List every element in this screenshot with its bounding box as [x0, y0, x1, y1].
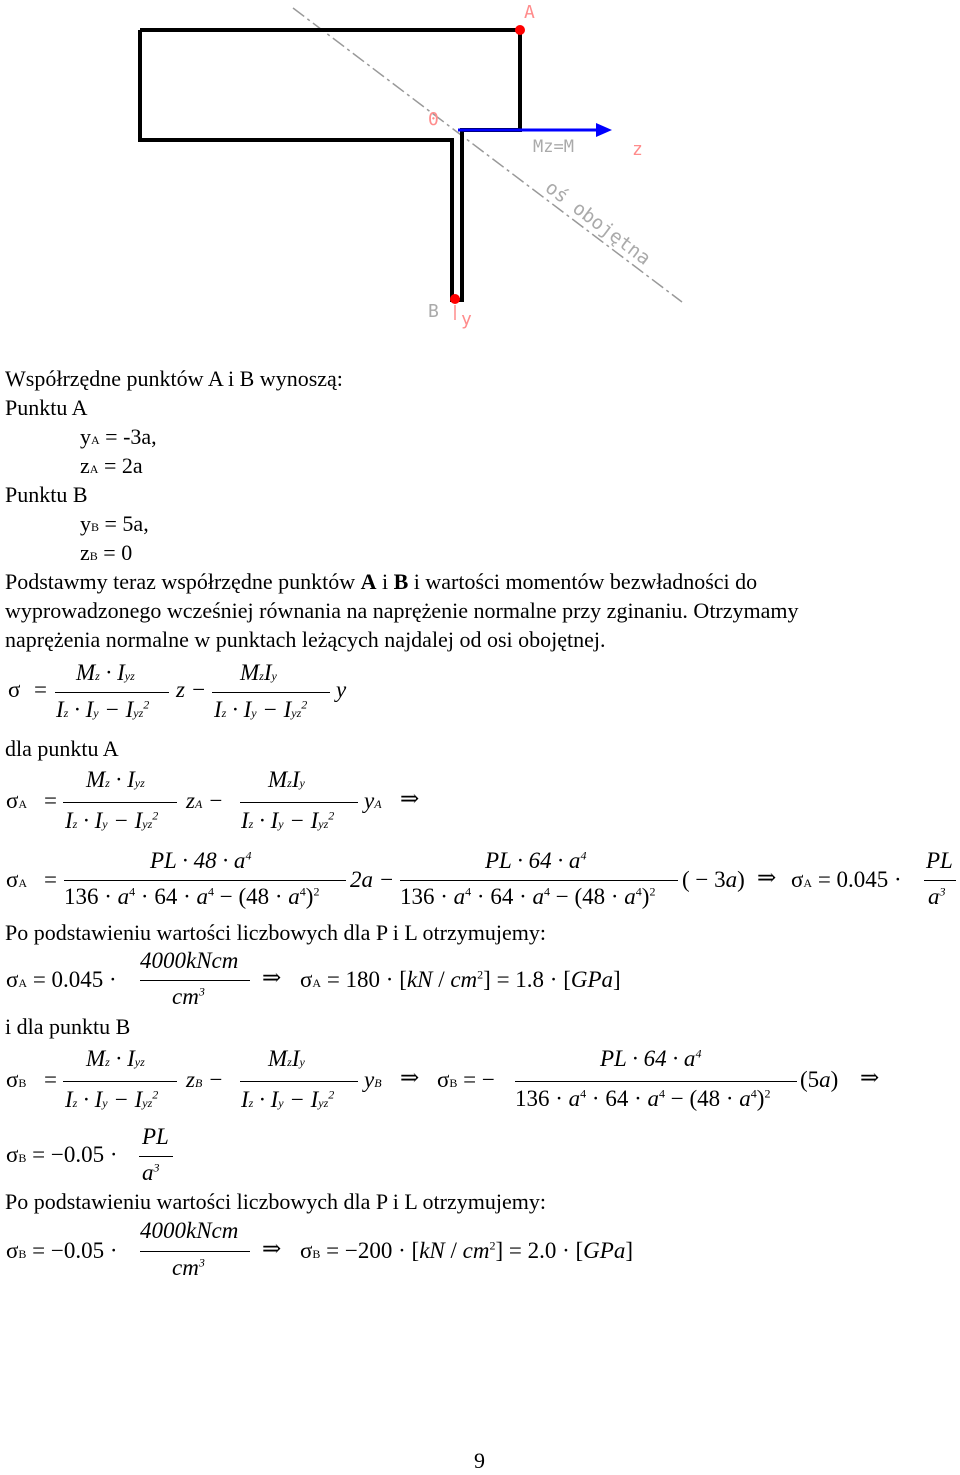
cross-section-diagram — [0, 0, 960, 340]
substitution-2: Po podstawieniu wartości liczbowych dla P i L otrzymujemy: — [5, 1189, 546, 1214]
paragraph-line-2: wyprowadzonego wcześniej równania na naprężenie normalne przy zginaniu. Otrzymamy — [5, 598, 799, 623]
za-line: zA = 2a — [80, 453, 143, 478]
paragraph-line-1: Podstawmy teraz współrzędne punktów A i B i wartości momentów bezwładności do — [5, 569, 758, 594]
for-point-b: i dla punktu B — [5, 1014, 131, 1039]
f2-sigma: σA — [6, 788, 28, 813]
section-outline — [140, 30, 520, 300]
point-a-heading: Punktu A — [5, 395, 88, 420]
f2-den1: Iz · Iy − Iyz$^2$ — [65, 808, 159, 833]
f2-den2: Iz · Iy − Iyz$^2$ — [241, 808, 335, 833]
yb-line: yB = 5a, — [80, 511, 149, 536]
f1-eq: = — [34, 677, 47, 702]
coord-intro: Współrzędne punktów A i B wynoszą: — [5, 366, 343, 391]
f1-den2: Iz · Iy − Iyz$^2$ — [214, 697, 308, 722]
label-a: A — [524, 2, 535, 23]
label-z-axis: z — [632, 139, 643, 160]
f1-y: y — [336, 677, 347, 702]
substitution-1: Po podstawieniu wartości liczbowych dla P i L otrzymujemy: — [5, 920, 546, 945]
f2-num1: Mz · Iyz — [86, 767, 145, 792]
point-b-marker — [450, 294, 460, 304]
neutral-axis-line — [293, 8, 682, 302]
f2-num2: MzIy — [268, 767, 305, 792]
label-mz: Mz=M — [533, 137, 574, 157]
paragraph-line-3: naprężenia normalne w punktach leżących najdalej od osi obojętnej. — [5, 627, 606, 652]
point-a-marker — [515, 25, 525, 35]
f1-z: z − — [176, 677, 207, 702]
label-origin: 0 — [428, 109, 439, 130]
f4-num: 4000kNcm — [140, 948, 239, 973]
f1-sigma: σ — [8, 677, 21, 702]
point-b-heading: Punktu B — [5, 482, 88, 507]
f3-num2: PL · $64 \cdot a^4$ — [485, 848, 587, 873]
f3-num1: PL · $48 \cdot a^4$ — [150, 848, 252, 873]
f1-num1: Mz · Iyz — [76, 660, 135, 685]
for-point-a: dla punktu A — [5, 736, 119, 761]
f2-implies: ⇒ — [400, 786, 420, 811]
f7-result: $\sigma B = -200 \cdot [kN / cm^2] = 2.0 \cdot [GPa]$ — [300, 1238, 634, 1263]
label-y-axis: y — [461, 309, 472, 330]
f3-den1: $136 \cdot a^4 \cdot 64 \cdot a^4 - (48 \cdot a^4)^2$ — [64, 884, 320, 909]
zb-line: zB = 0 — [80, 540, 133, 565]
f5-five-a: (5a) — [800, 1067, 839, 1092]
f1-num2: MzIy — [240, 660, 277, 685]
f4-result: $\sigma A = 180 \cdot [kN / cm^2] = 1.8 \cdot [GPa]$ — [300, 967, 621, 992]
f3-den2: $136 \cdot a^4 \cdot 64 \cdot a^4 - (48 \cdot a^4)^2$ — [400, 884, 656, 909]
f1-den1: Iz · Iy − Iyz$^2$ — [56, 697, 150, 722]
label-neutral-axis: oś obojętna — [540, 176, 655, 270]
ya-line: yA = -3a, — [80, 424, 157, 449]
label-b: B — [428, 301, 439, 322]
page-number: 9 — [474, 1448, 485, 1473]
